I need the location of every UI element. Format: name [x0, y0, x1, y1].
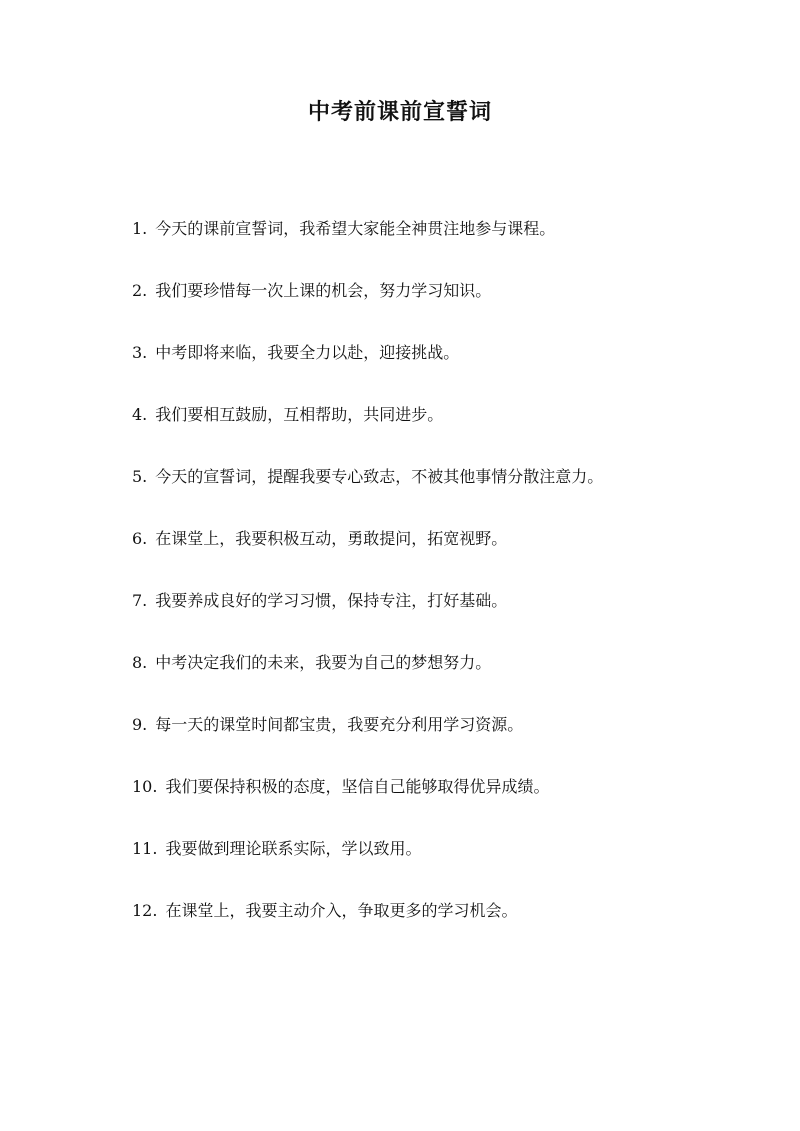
- item-text: 在课堂上，我要主动介入，争取更多的学习机会。: [165, 901, 518, 920]
- item-number: 9.: [132, 715, 148, 734]
- item-text: 我要做到理论联系实际，学以致用。: [165, 839, 422, 858]
- item-number: 6.: [132, 529, 148, 548]
- list-item: [132, 586, 752, 648]
- item-number: 12.: [132, 901, 158, 920]
- item-text: 我们要相互鼓励，互相帮助，共同进步。: [155, 405, 444, 424]
- item-text: 我要养成良好的学习习惯，保持专注，打好基础。: [155, 591, 508, 610]
- list-item: [132, 524, 752, 586]
- list-item: [132, 648, 752, 710]
- pledge-list: [132, 214, 752, 958]
- list-item: [132, 338, 752, 400]
- item-number: 10.: [132, 777, 158, 796]
- item-number: 4.: [132, 405, 148, 424]
- item-number: 7.: [132, 591, 148, 610]
- item-text: 每一天的课堂时间都宝贵，我要充分利用学习资源。: [155, 715, 524, 734]
- item-text: 中考即将来临，我要全力以赴，迎接挑战。: [155, 343, 460, 362]
- item-text: 今天的课前宣誓词，我希望大家能全神贯注地参与课程。: [155, 219, 556, 238]
- item-text: 中考决定我们的未来，我要为自己的梦想努力。: [155, 653, 492, 672]
- item-number: 11.: [132, 839, 158, 858]
- item-number: 1.: [132, 219, 148, 238]
- list-item: [132, 834, 752, 896]
- list-item: [132, 710, 752, 772]
- item-number: 2.: [132, 281, 148, 300]
- item-text: 今天的宣誓词，提醒我要专心致志，不被其他事情分散注意力。: [155, 467, 604, 486]
- list-item: [132, 896, 752, 958]
- item-number: 8.: [132, 653, 148, 672]
- item-text: 我们要保持积极的态度，坚信自己能够取得优异成绩。: [165, 777, 550, 796]
- item-number: 5.: [132, 467, 148, 486]
- item-text: 我们要珍惜每一次上课的机会，努力学习知识。: [155, 281, 492, 300]
- list-item: [132, 772, 752, 834]
- item-text: 在课堂上，我要积极互动，勇敢提问，拓宽视野。: [155, 529, 508, 548]
- list-item: [132, 214, 752, 276]
- list-item: [132, 400, 752, 462]
- list-item: [132, 276, 752, 338]
- page-title: 中考前课前宣誓词: [307, 99, 492, 125]
- item-number: 3.: [132, 343, 148, 362]
- list-item: [132, 462, 752, 524]
